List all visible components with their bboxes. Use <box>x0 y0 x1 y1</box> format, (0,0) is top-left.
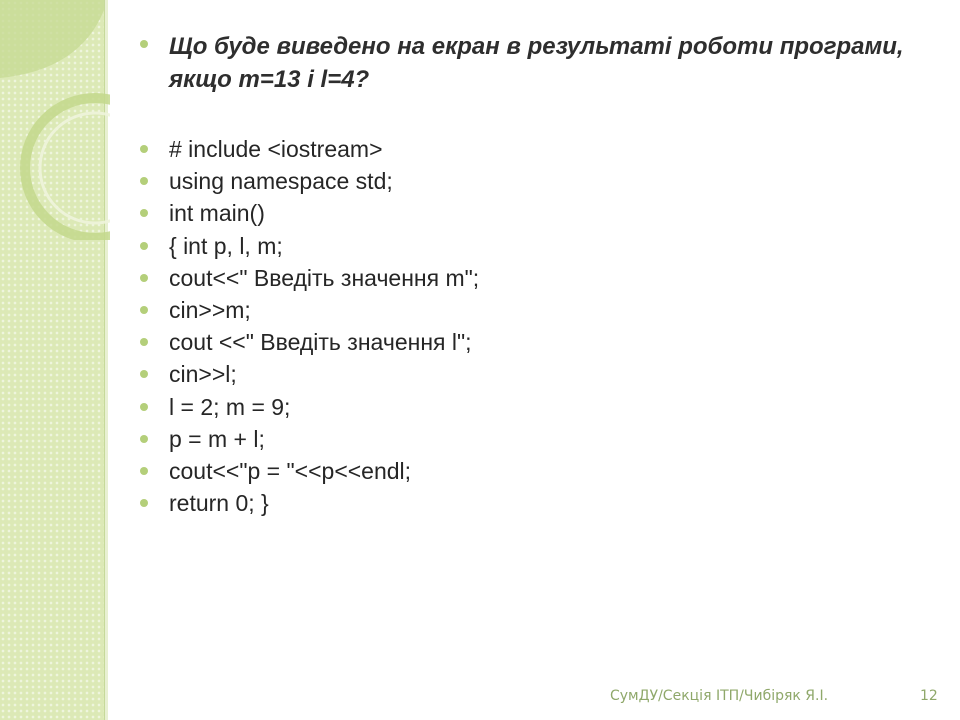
bullet-icon <box>140 274 148 282</box>
bullet-icon <box>140 40 148 48</box>
code-line <box>138 391 918 423</box>
code-line-text: cout<<" Введіть значення m"; <box>169 264 480 291</box>
bullet-icon <box>140 403 148 411</box>
bullet-icon <box>140 177 148 185</box>
code-line <box>138 455 918 487</box>
bullet-icon <box>140 306 148 314</box>
bullet-icon <box>140 435 148 443</box>
code-line-text: p = m + l; <box>169 425 265 452</box>
code-line <box>138 197 918 229</box>
decorative-rings <box>0 0 110 240</box>
code-line <box>138 165 918 197</box>
code-line <box>138 358 918 390</box>
footer-author: СумДУ/Секція ІТП/Чибіряк Я.І. <box>610 688 829 704</box>
code-line-text: # include <iostream> <box>169 136 383 162</box>
code-line-text: using namespace std; <box>169 168 393 195</box>
code-line <box>138 262 918 294</box>
decorative-top-shape <box>0 0 104 78</box>
code-line-text: { int p, l, m; <box>169 232 283 259</box>
page-number: 12 <box>920 688 938 704</box>
code-line <box>138 133 918 165</box>
code-line <box>138 326 918 358</box>
code-line <box>138 294 918 326</box>
code-line-text: cin>>m; <box>169 296 251 323</box>
bullet-icon <box>140 242 148 250</box>
bullet-icon <box>140 338 148 346</box>
code-line-text: int main() <box>169 200 265 227</box>
code-listing <box>138 133 918 519</box>
question-block <box>138 30 918 96</box>
code-line <box>138 230 918 262</box>
code-line-text: return 0; } <box>169 490 269 517</box>
code-line-text: cout <<" Введіть значення l"; <box>169 329 472 356</box>
code-line-text: l = 2; m = 9; <box>169 393 291 420</box>
bullet-icon <box>140 467 148 475</box>
bullet-icon <box>140 370 148 378</box>
decorative-ring-inner <box>40 113 110 223</box>
bullet-icon <box>140 209 148 217</box>
question-text: Що буде виведено на екран в результаті роботи програми, якщо m=13 і l=4? <box>169 33 904 93</box>
code-line-text: cin>>l; <box>169 361 237 388</box>
code-line <box>138 487 918 519</box>
code-line-text: cout<<"p = "<<p<<endl; <box>169 457 412 484</box>
bullet-icon <box>140 145 148 153</box>
code-line <box>138 423 918 455</box>
bullet-icon <box>140 499 148 507</box>
